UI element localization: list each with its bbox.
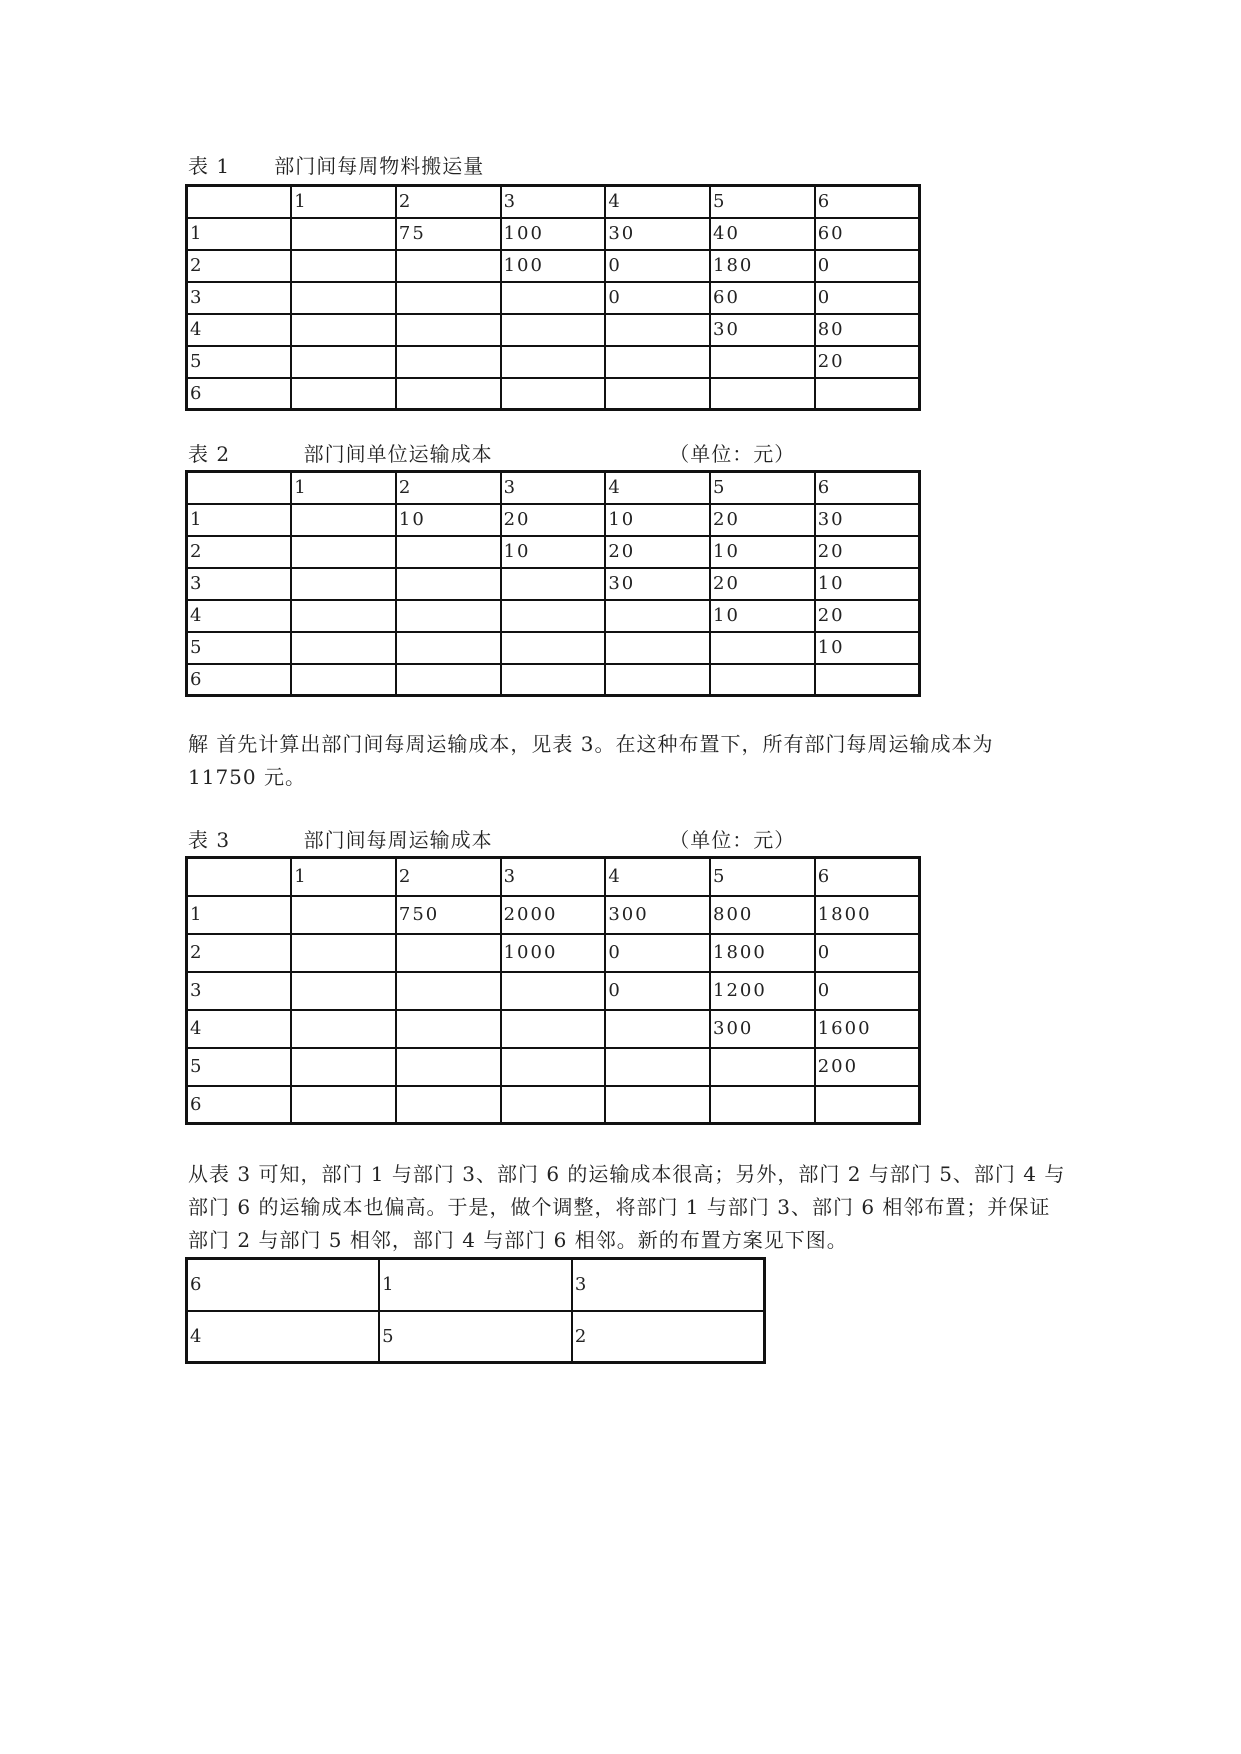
- table-cell: 10: [815, 568, 920, 600]
- table-cell: [291, 664, 396, 696]
- header-cell: 1: [291, 186, 396, 218]
- table-cell: 0: [605, 282, 710, 314]
- table-row: [187, 536, 920, 568]
- table-cell: [605, 378, 710, 410]
- table-cell: 10: [396, 504, 501, 536]
- table-cell: 1800: [710, 934, 815, 972]
- table-cell: 20: [605, 536, 710, 568]
- table-cell: [291, 250, 396, 282]
- solution-paragraph: 解 首先计算出部门间每周运输成本，见表 3。在这种布置下，所有部门每周运输成本为 11750 元。: [188, 732, 994, 789]
- table-row: [187, 346, 920, 378]
- table-cell: 10: [605, 504, 710, 536]
- table-cell: 180: [710, 250, 815, 282]
- header-cell: 1: [291, 472, 396, 504]
- table-cell: [501, 346, 606, 378]
- table-cell: [501, 972, 606, 1010]
- table-row: [187, 896, 920, 934]
- header-cell: 2: [396, 472, 501, 504]
- row-label-cell: 6: [187, 664, 292, 696]
- table-cell: [291, 504, 396, 536]
- header-cell: 3: [501, 472, 606, 504]
- row-label-cell: 3: [187, 972, 292, 1010]
- table-cell: 10: [815, 632, 920, 664]
- table-cell: 0: [605, 972, 710, 1010]
- table-cell: [291, 600, 396, 632]
- layout-cell: 5: [379, 1311, 572, 1363]
- header-cell: 6: [815, 472, 920, 504]
- layout-row: [187, 1311, 765, 1363]
- row-label-cell: 2: [187, 250, 292, 282]
- table-cell: 20: [710, 504, 815, 536]
- table-cell: [396, 314, 501, 346]
- table-cell: [396, 972, 501, 1010]
- table-cell: [710, 346, 815, 378]
- header-cell: 5: [710, 472, 815, 504]
- header-cell: [187, 186, 292, 218]
- table-cell: [291, 632, 396, 664]
- table-row: [187, 218, 920, 250]
- table-cell: 10: [710, 536, 815, 568]
- table-cell: 750: [396, 896, 501, 934]
- table-cell: [501, 600, 606, 632]
- table-cell: [501, 1010, 606, 1048]
- header-cell: 5: [710, 858, 815, 896]
- table-cell: [815, 1086, 920, 1124]
- table-cell: [291, 1048, 396, 1086]
- header-cell: 3: [501, 186, 606, 218]
- layout-cell: 3: [572, 1259, 765, 1311]
- table-cell: 2000: [501, 896, 606, 934]
- layout-cell: 6: [187, 1259, 380, 1311]
- header-cell: 4: [605, 186, 710, 218]
- table-cell: [501, 664, 606, 696]
- table-cell: [396, 282, 501, 314]
- table-cell: [605, 314, 710, 346]
- table-row: [187, 600, 920, 632]
- table-cell: 80: [815, 314, 920, 346]
- table-cell: [396, 250, 501, 282]
- table-cell: 20: [815, 536, 920, 568]
- table-row: [187, 1010, 920, 1048]
- table-cell: [396, 346, 501, 378]
- layout-cell: 1: [379, 1259, 572, 1311]
- table-cell: [710, 1048, 815, 1086]
- layout-row: [187, 1259, 765, 1311]
- table-cell: [396, 1086, 501, 1124]
- table-header-row: [187, 858, 920, 896]
- row-label-cell: 2: [187, 536, 292, 568]
- table-cell: 0: [605, 934, 710, 972]
- table-row: [187, 934, 920, 972]
- table-cell: [291, 536, 396, 568]
- table-cell: [396, 664, 501, 696]
- table-row: [187, 378, 920, 410]
- table-cell: 300: [710, 1010, 815, 1048]
- table-header-row: [187, 472, 920, 504]
- row-label-cell: 3: [187, 568, 292, 600]
- row-label-cell: 5: [187, 346, 292, 378]
- table-cell: 0: [605, 250, 710, 282]
- table-cell: 10: [501, 536, 606, 568]
- table-cell: [291, 218, 396, 250]
- table-cell: [605, 600, 710, 632]
- table-cell: [396, 568, 501, 600]
- table-cell: [501, 282, 606, 314]
- table-cell: [710, 1086, 815, 1124]
- table1-caption: 表 1 部门间每周物料搬运量: [188, 154, 485, 178]
- row-label-cell: 5: [187, 1048, 292, 1086]
- table-row: [187, 250, 920, 282]
- analysis-paragraph: 从表 3 可知，部门 1 与部门 3、部门 6 的运输成本很高；另外，部门 2 与部门 5、部门 4 与部门 6 的运输成本也偏高。于是，做个调整，将部门 1 与部门 3、部门 6 相邻布置；并保证部门 2 与部门 5 相邻，部门 4 与部门 6 相邻。新的布置方案见下图。: [188, 1162, 1066, 1252]
- table-cell: [396, 1010, 501, 1048]
- table-cell: [501, 568, 606, 600]
- table-cell: 0: [815, 972, 920, 1010]
- table-cell: [396, 632, 501, 664]
- table-cell: 1000: [501, 934, 606, 972]
- layout-cell: 2: [572, 1311, 765, 1363]
- row-label-cell: 4: [187, 600, 292, 632]
- table2-unit-transport-cost: [185, 470, 921, 697]
- header-cell: 3: [501, 858, 606, 896]
- table-cell: [291, 568, 396, 600]
- table-cell: 0: [815, 250, 920, 282]
- row-label-cell: 1: [187, 896, 292, 934]
- header-cell: 4: [605, 472, 710, 504]
- table-cell: [396, 378, 501, 410]
- table-cell: [605, 1048, 710, 1086]
- table-cell: [291, 346, 396, 378]
- table-cell: [501, 378, 606, 410]
- table-row: [187, 504, 920, 536]
- table-cell: 100: [501, 250, 606, 282]
- header-cell: 6: [815, 186, 920, 218]
- table-cell: [291, 896, 396, 934]
- table-row: [187, 632, 920, 664]
- table-cell: [396, 536, 501, 568]
- table-cell: [815, 378, 920, 410]
- table3-caption: 表 3 部门间每周运输成本 （单位：元）: [188, 828, 796, 852]
- table-cell: [605, 664, 710, 696]
- table-cell: 60: [815, 218, 920, 250]
- row-label-cell: 2: [187, 934, 292, 972]
- row-label-cell: 4: [187, 1010, 292, 1048]
- table-cell: 1200: [710, 972, 815, 1010]
- table-cell: 30: [815, 504, 920, 536]
- table-cell: [605, 1010, 710, 1048]
- table-cell: [710, 664, 815, 696]
- table-row: [187, 568, 920, 600]
- table-cell: [291, 972, 396, 1010]
- table3-weekly-transport-cost: [185, 856, 921, 1125]
- table-row: [187, 664, 920, 696]
- table-cell: [501, 1048, 606, 1086]
- table-cell: 0: [815, 282, 920, 314]
- table-cell: [501, 632, 606, 664]
- layout-cell: 4: [187, 1311, 380, 1363]
- header-cell: 2: [396, 858, 501, 896]
- table-cell: 40: [710, 218, 815, 250]
- row-label-cell: 5: [187, 632, 292, 664]
- table-cell: 60: [710, 282, 815, 314]
- header-cell: [187, 858, 292, 896]
- table1-material-handling: [185, 184, 921, 411]
- table-row: [187, 314, 920, 346]
- table-row: [187, 282, 920, 314]
- row-label-cell: 6: [187, 378, 292, 410]
- table-row: [187, 972, 920, 1010]
- table-cell: 10: [710, 600, 815, 632]
- table-cell: 800: [710, 896, 815, 934]
- row-label-cell: 3: [187, 282, 292, 314]
- table-cell: [291, 934, 396, 972]
- row-label-cell: 4: [187, 314, 292, 346]
- table-header-row: [187, 186, 920, 218]
- table-cell: [815, 664, 920, 696]
- header-cell: 1: [291, 858, 396, 896]
- header-cell: 6: [815, 858, 920, 896]
- table-cell: [605, 346, 710, 378]
- table-cell: [605, 1086, 710, 1124]
- table-cell: [501, 1086, 606, 1124]
- table-cell: 75: [396, 218, 501, 250]
- table-cell: [291, 1010, 396, 1048]
- table-cell: [710, 378, 815, 410]
- row-label-cell: 1: [187, 218, 292, 250]
- table-cell: 1600: [815, 1010, 920, 1048]
- table-cell: 1800: [815, 896, 920, 934]
- table-cell: [501, 314, 606, 346]
- row-label-cell: 6: [187, 1086, 292, 1124]
- header-cell: 5: [710, 186, 815, 218]
- table-cell: [396, 1048, 501, 1086]
- table-cell: 200: [815, 1048, 920, 1086]
- new-layout-grid: [185, 1257, 766, 1364]
- table-cell: [291, 314, 396, 346]
- table-cell: 20: [710, 568, 815, 600]
- table-cell: 100: [501, 218, 606, 250]
- table-row: [187, 1086, 920, 1124]
- table-cell: 30: [605, 568, 710, 600]
- table-cell: [396, 600, 501, 632]
- table-cell: 20: [501, 504, 606, 536]
- table-row: [187, 1048, 920, 1086]
- header-cell: 2: [396, 186, 501, 218]
- header-cell: 4: [605, 858, 710, 896]
- table-cell: 30: [710, 314, 815, 346]
- table-cell: [605, 632, 710, 664]
- table-cell: 300: [605, 896, 710, 934]
- table-cell: [710, 632, 815, 664]
- table-cell: 20: [815, 600, 920, 632]
- table-cell: [291, 282, 396, 314]
- table-cell: 30: [605, 218, 710, 250]
- row-label-cell: 1: [187, 504, 292, 536]
- table-cell: [396, 934, 501, 972]
- table2-caption: 表 2 部门间单位运输成本 （单位：元）: [188, 442, 796, 466]
- table-cell: [291, 378, 396, 410]
- table-cell: [291, 1086, 396, 1124]
- table-cell: 0: [815, 934, 920, 972]
- header-cell: [187, 472, 292, 504]
- table-cell: 20: [815, 346, 920, 378]
